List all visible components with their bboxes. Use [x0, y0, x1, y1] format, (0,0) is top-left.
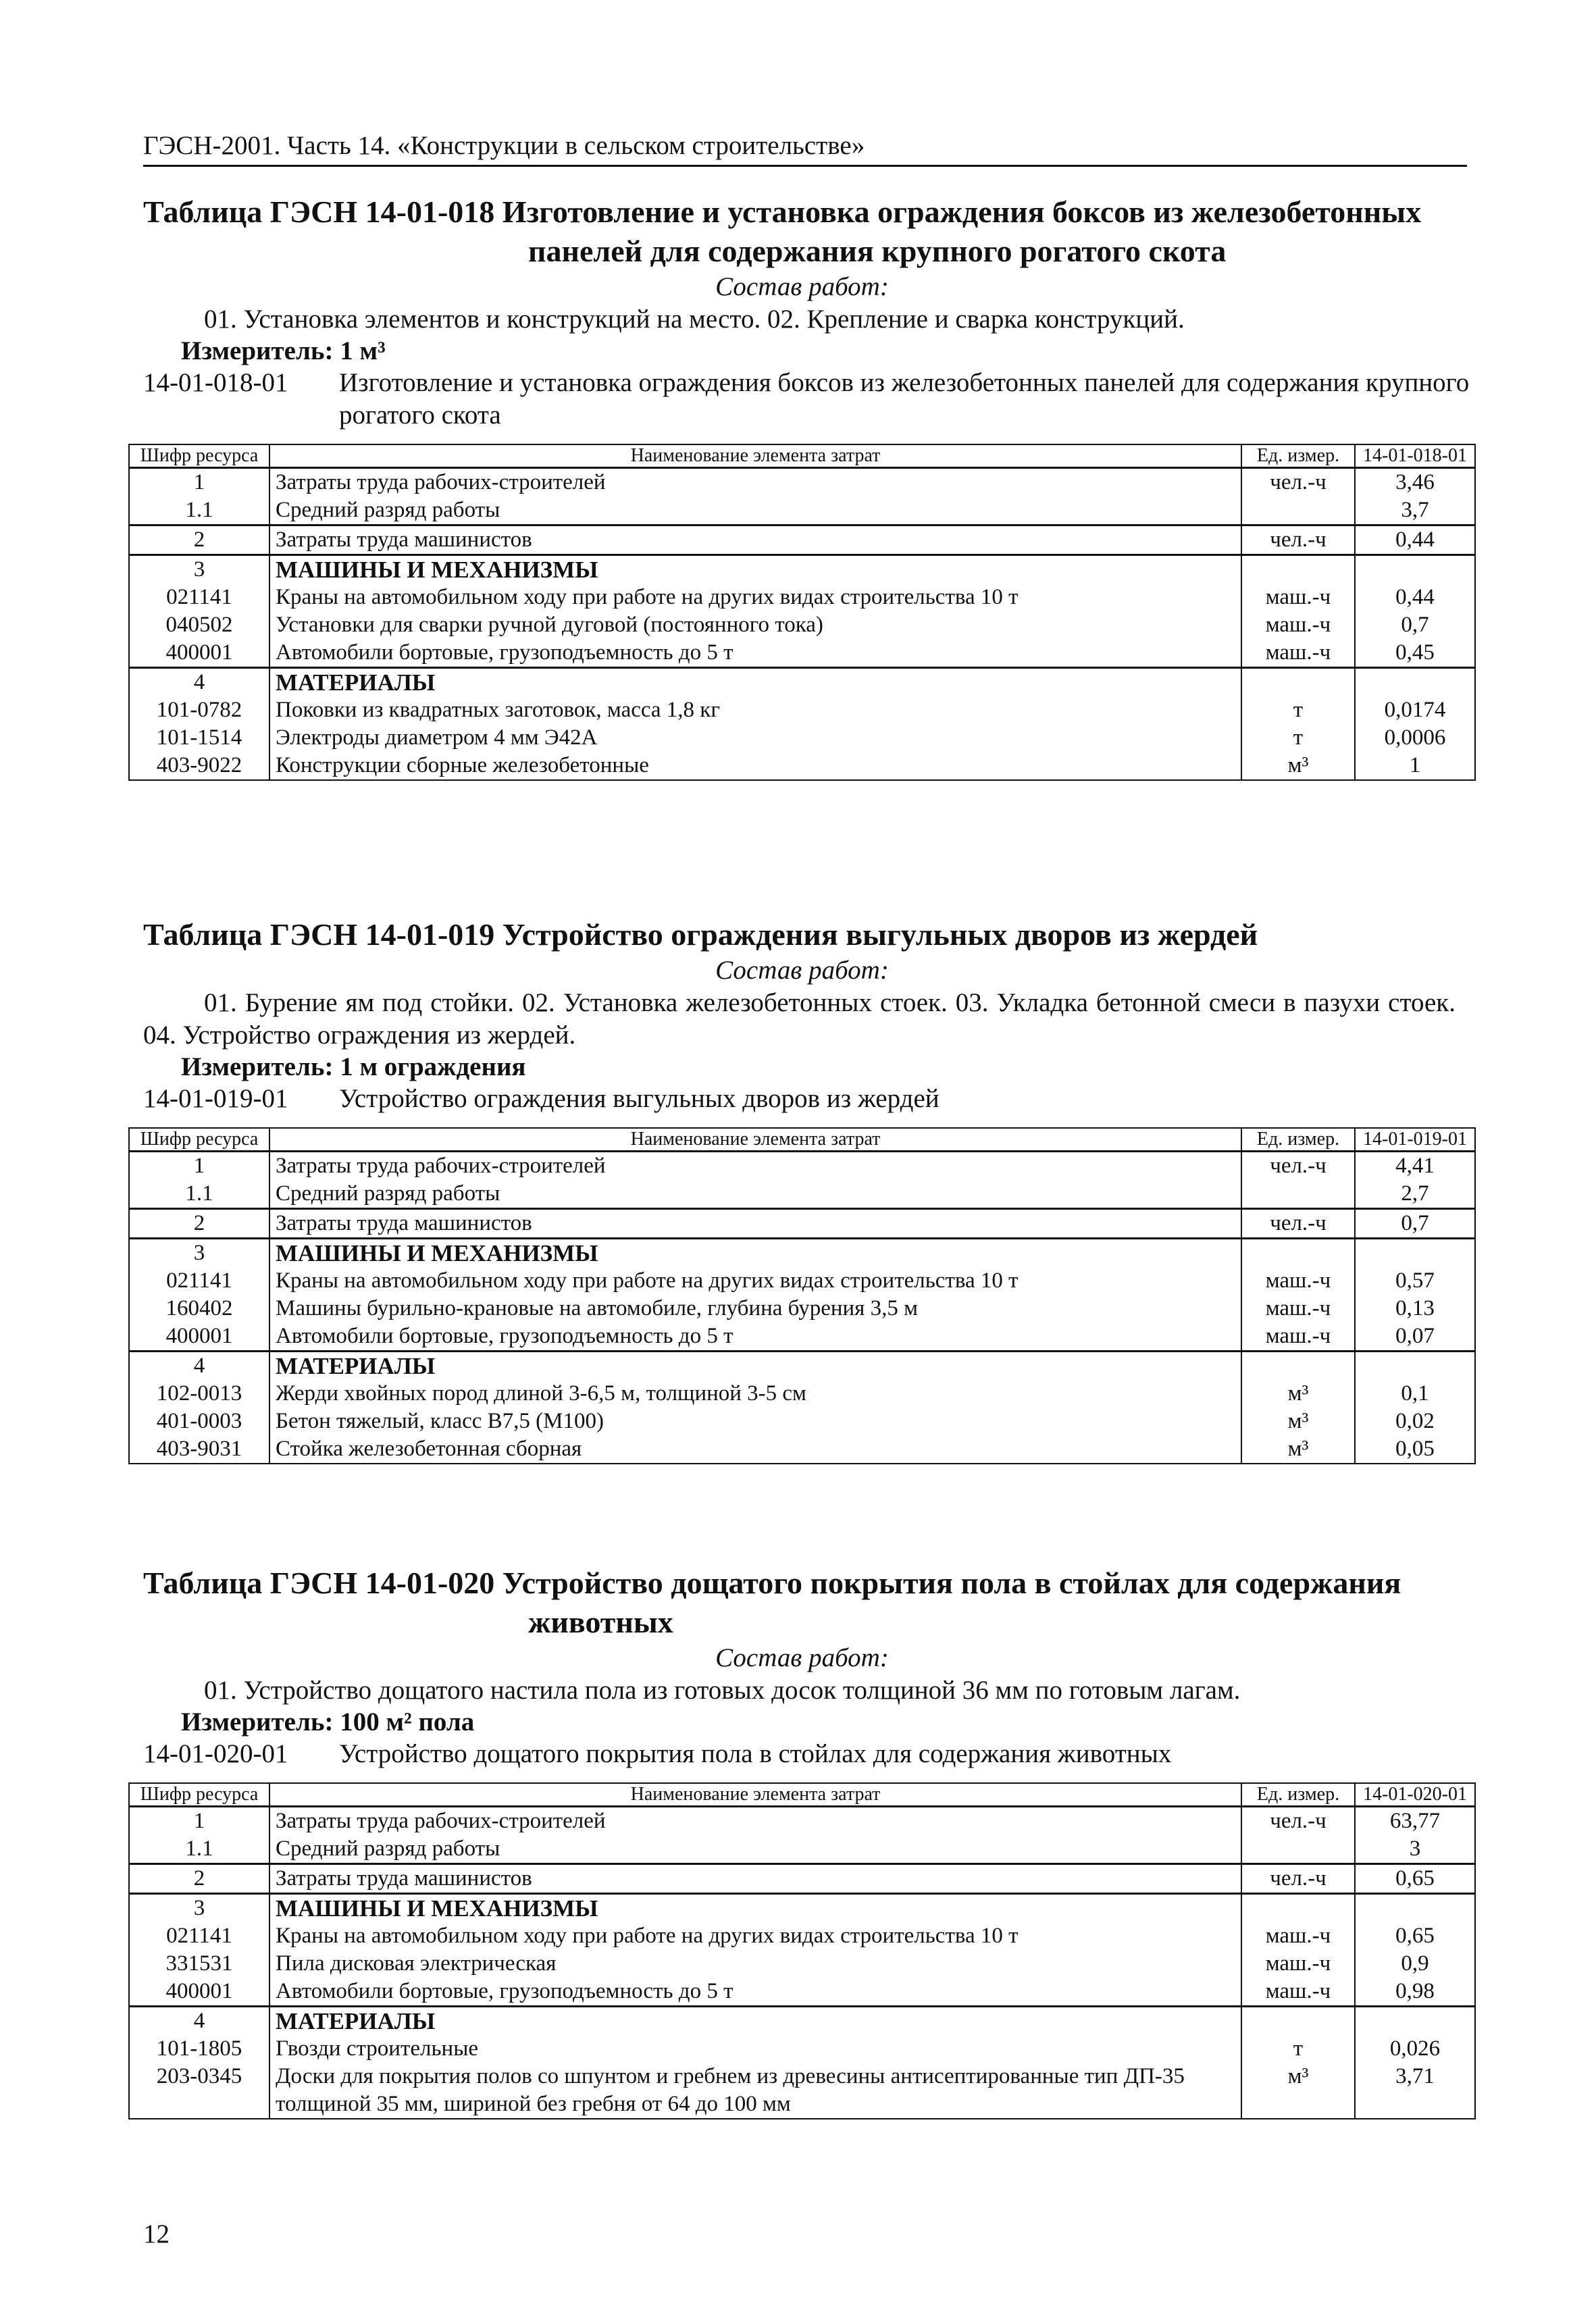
- col-header-unit: Ед. измер.: [1241, 1783, 1355, 1807]
- col-header-name: Наименование элемента затрат: [269, 444, 1241, 468]
- resource-name: Пила дисковая электрическая: [269, 1950, 1241, 1978]
- resource-value: 0,026: [1355, 2035, 1475, 2063]
- table-row: [129, 752, 1475, 780]
- table-row: [129, 525, 1475, 555]
- col-header-code: Шифр ресурса: [129, 1783, 269, 1807]
- resource-unit: [1241, 2007, 1355, 2036]
- resource-code: 1: [129, 1807, 269, 1836]
- resource-unit: [1241, 1835, 1355, 1864]
- resource-unit: маш.-ч: [1241, 1922, 1355, 1950]
- resource-unit: м³: [1241, 752, 1355, 780]
- resource-code: 3: [129, 1239, 269, 1268]
- resource-code: 4: [129, 668, 269, 697]
- col-header-norm: 14-01-019-01: [1355, 1128, 1475, 1152]
- table-row: [129, 639, 1475, 668]
- resource-unit: чел.-ч: [1241, 525, 1355, 555]
- resource-unit: м³: [1241, 1408, 1355, 1435]
- resource-name: Доски для покрытия полов со шпунтом и гребнем из древесины антисептированные тип ДП-35 толщиной 35 мм, шириной без гребня от 64 до 100 мм: [269, 2063, 1241, 2119]
- norm-section-14-01-018: [128, 192, 1476, 781]
- resource-code: 1.1: [129, 1180, 269, 1209]
- resource-value: 0,45: [1355, 639, 1475, 668]
- resource-unit: т: [1241, 2035, 1355, 2063]
- resource-name: Средний разряд работы: [269, 1180, 1241, 1209]
- resource-unit: маш.-ч: [1241, 1267, 1355, 1295]
- resource-name: Затраты труда машинистов: [269, 1864, 1241, 1894]
- table-row: [129, 1435, 1475, 1464]
- table-row: [129, 1209, 1475, 1239]
- resource-value: 0,9: [1355, 1950, 1475, 1978]
- table-row: [129, 1835, 1475, 1864]
- resource-value: [1355, 1894, 1475, 1923]
- resource-unit: м³: [1241, 1435, 1355, 1464]
- col-header-unit: Ед. измер.: [1241, 1128, 1355, 1152]
- resource-code: 4: [129, 1352, 269, 1381]
- resource-code: 400001: [129, 1322, 269, 1352]
- section-header-row: [129, 1239, 1475, 1268]
- table-row: [129, 1864, 1475, 1894]
- resource-name: Конструкции сборные железобетонные: [269, 752, 1241, 780]
- resource-unit: чел.-ч: [1241, 468, 1355, 497]
- resource-unit: [1241, 1180, 1355, 1209]
- table-row: [129, 2063, 1475, 2119]
- resource-value: 0,7: [1355, 611, 1475, 639]
- table-row: [129, 1807, 1475, 1836]
- resource-code: 102-0013: [129, 1380, 269, 1408]
- table-row: [129, 696, 1475, 724]
- resource-unit: маш.-ч: [1241, 1950, 1355, 1978]
- section-header-row: [129, 668, 1475, 697]
- table-row: [129, 1380, 1475, 1408]
- resource-value: 63,77: [1355, 1807, 1475, 1836]
- resource-value: 3,7: [1355, 496, 1475, 525]
- resource-code: 203-0345: [129, 2063, 269, 2119]
- resource-value: 0,07: [1355, 1322, 1475, 1352]
- resource-unit: чел.-ч: [1241, 1209, 1355, 1239]
- col-header-name: Наименование элемента затрат: [269, 1783, 1241, 1807]
- resource-value: 0,44: [1355, 525, 1475, 555]
- resource-value: 1: [1355, 752, 1475, 780]
- resource-code: 2: [129, 525, 269, 555]
- resource-code: 1: [129, 468, 269, 497]
- section-header-row: [129, 1352, 1475, 1381]
- col-header-name: Наименование элемента затрат: [269, 1128, 1241, 1152]
- table-row: [129, 1922, 1475, 1950]
- norm-section-14-01-020: [128, 1564, 1476, 2119]
- resource-code: 101-1805: [129, 2035, 269, 2063]
- page-number: 12: [143, 2219, 170, 2248]
- resource-unit: маш.-ч: [1241, 1322, 1355, 1352]
- resource-unit: маш.-ч: [1241, 1978, 1355, 2007]
- page-header: ГЭСН-2001. Часть 14. «Конструкции в сельском строительстве»: [143, 130, 1467, 167]
- resource-unit: маш.-ч: [1241, 611, 1355, 639]
- resource-value: 4,41: [1355, 1152, 1475, 1181]
- norm-description: Устройство дощатого покрытия пола в стойлах для содержания животных: [339, 1739, 1172, 1768]
- resource-name: Бетон тяжелый, класс В7,5 (М100): [269, 1408, 1241, 1435]
- resource-name: Автомобили бортовые, грузоподъемность до 5 т: [269, 639, 1241, 668]
- resource-code: 1: [129, 1152, 269, 1181]
- resource-unit: чел.-ч: [1241, 1864, 1355, 1894]
- table-row: [129, 496, 1475, 525]
- table-row: [129, 724, 1475, 752]
- resource-code: 401-0003: [129, 1408, 269, 1435]
- norm-section-14-01-019: [128, 915, 1476, 1464]
- resource-code: 2: [129, 1864, 269, 1894]
- resource-unit: м³: [1241, 2063, 1355, 2119]
- resource-name: Гвозди строительные: [269, 2035, 1241, 2063]
- resource-table: [128, 1127, 1476, 1464]
- resource-name: Затраты труда рабочих-строителей: [269, 1152, 1241, 1181]
- resource-unit: [1241, 496, 1355, 525]
- measure-unit: Измеритель: 100 м² пола: [181, 1707, 475, 1737]
- resource-code: 021141: [129, 1267, 269, 1295]
- resource-value: 3,71: [1355, 2063, 1475, 2119]
- resource-value: 0,7: [1355, 1209, 1475, 1239]
- resource-code: 403-9031: [129, 1435, 269, 1464]
- resource-name: Автомобили бортовые, грузоподъемность до 5 т: [269, 1978, 1241, 2007]
- table-row: [129, 468, 1475, 497]
- col-header-code: Шифр ресурса: [129, 1128, 269, 1152]
- resource-code: 021141: [129, 584, 269, 611]
- resource-name: Жерди хвойных пород длиной 3-6,5 м, толщиной 3-5 см: [269, 1380, 1241, 1408]
- resource-name: МАТЕРИАЛЫ: [269, 1352, 1241, 1381]
- table-row: [129, 584, 1475, 611]
- section-header-row: [129, 555, 1475, 584]
- resource-value: 0,57: [1355, 1267, 1475, 1295]
- resource-name: Затраты труда машинистов: [269, 1209, 1241, 1239]
- resource-unit: [1241, 668, 1355, 697]
- resource-value: 3,46: [1355, 468, 1475, 497]
- resource-value: 0,44: [1355, 584, 1475, 611]
- resource-unit: маш.-ч: [1241, 1295, 1355, 1322]
- col-header-unit: Ед. измер.: [1241, 444, 1355, 468]
- norm-description: Изготовление и установка ограждения боксов из железобетонных панелей для содержания крупного рогатого скота: [339, 368, 1470, 430]
- resource-code: 3: [129, 555, 269, 584]
- resource-value: 0,1: [1355, 1380, 1475, 1408]
- resource-table: [128, 1782, 1476, 2119]
- norm-code: 14-01-018-01: [143, 368, 288, 397]
- col-header-norm: 14-01-020-01: [1355, 1783, 1475, 1807]
- resource-unit: т: [1241, 724, 1355, 752]
- resource-table: [128, 444, 1476, 781]
- work-composition-label: Состав работ:: [715, 1643, 889, 1672]
- resource-value: [1355, 1239, 1475, 1268]
- resource-name: Электроды диаметром 4 мм Э42А: [269, 724, 1241, 752]
- resource-name: Установки для сварки ручной дуговой (постоянного тока): [269, 611, 1241, 639]
- table-title: Таблица ГЭСН 14-01-020 Устройство дощатого покрытия пола в стойлах для содержания животных: [143, 1566, 1401, 1639]
- resource-unit: т: [1241, 696, 1355, 724]
- resource-value: [1355, 555, 1475, 584]
- resource-name: Краны на автомобильном ходу при работе на других видах строительства 10 т: [269, 584, 1241, 611]
- resource-code: 403-9022: [129, 752, 269, 780]
- resource-name: Автомобили бортовые, грузоподъемность до 5 т: [269, 1322, 1241, 1352]
- work-composition-label: Состав работ:: [715, 272, 889, 301]
- resource-unit: [1241, 1894, 1355, 1923]
- resource-code: 021141: [129, 1922, 269, 1950]
- norm-description: Устройство ограждения выгульных дворов из жердей: [339, 1084, 939, 1113]
- resource-name: Краны на автомобильном ходу при работе на других видах строительства 10 т: [269, 1267, 1241, 1295]
- table-row: [129, 611, 1475, 639]
- norm-code: 14-01-019-01: [143, 1084, 288, 1113]
- section-header-row: [129, 1894, 1475, 1923]
- table-title: Таблица ГЭСН 14-01-019 Устройство ограждения выгульных дворов из жердей: [143, 917, 1258, 952]
- norm-code-row: [128, 1083, 1476, 1115]
- resource-unit: [1241, 1239, 1355, 1268]
- resource-name: МАШИНЫ И МЕХАНИЗМЫ: [269, 1239, 1241, 1268]
- resource-code: 1.1: [129, 496, 269, 525]
- resource-code: 101-1514: [129, 724, 269, 752]
- table-row: [129, 1408, 1475, 1435]
- norm-code-row: [128, 367, 1476, 432]
- resource-value: [1355, 2007, 1475, 2036]
- resource-name: Средний разряд работы: [269, 496, 1241, 525]
- table-row: [129, 1267, 1475, 1295]
- resource-unit: маш.-ч: [1241, 639, 1355, 668]
- resource-name: Средний разряд работы: [269, 1835, 1241, 1864]
- resource-unit: [1241, 1352, 1355, 1381]
- work-composition-text: 01. Бурение ям под стойки. 02. Установка железобетонных стоек. 03. Укладка бетонной смеси в пазухи стоек. 04. Устройство ограждения из жердей.: [143, 988, 1456, 1050]
- resource-name: Краны на автомобильном ходу при работе на других видах строительства 10 т: [269, 1922, 1241, 1950]
- resource-value: 2,7: [1355, 1180, 1475, 1209]
- table-title: Таблица ГЭСН 14-01-018 Изготовление и установка ограждения боксов из железобетонных панелей для содержания крупного рогатого скота: [143, 195, 1422, 268]
- measure-unit: Измеритель: 1 м ограждения: [181, 1052, 526, 1081]
- resource-code: 400001: [129, 1978, 269, 2007]
- resource-name: Машины бурильно-крановые на автомобиле, глубина бурения 3,5 м: [269, 1295, 1241, 1322]
- resource-code: 160402: [129, 1295, 269, 1322]
- work-composition-text: 01. Устройство дощатого настила пола из готовых досок толщиной 36 мм по готовым лагам.: [204, 1676, 1241, 1705]
- resource-name: Затраты труда машинистов: [269, 525, 1241, 555]
- resource-name: МАШИНЫ И МЕХАНИЗМЫ: [269, 1894, 1241, 1923]
- table-row: [129, 1950, 1475, 1978]
- resource-value: 0,13: [1355, 1295, 1475, 1322]
- resource-code: 101-0782: [129, 696, 269, 724]
- resource-name: МАТЕРИАЛЫ: [269, 2007, 1241, 2036]
- resource-value: [1355, 1352, 1475, 1381]
- resource-value: [1355, 668, 1475, 697]
- resource-value: 3: [1355, 1835, 1475, 1864]
- work-composition-text: 01. Установка элементов и конструкций на место. 02. Крепление и сварка конструкций.: [204, 305, 1185, 334]
- resource-name: Поковки из квадратных заготовок, масса 1,8 кг: [269, 696, 1241, 724]
- resource-code: 331531: [129, 1950, 269, 1978]
- table-row: [129, 1295, 1475, 1322]
- resource-name: Затраты труда рабочих-строителей: [269, 1807, 1241, 1836]
- resource-name: МАТЕРИАЛЫ: [269, 668, 1241, 697]
- resource-value: 0,05: [1355, 1435, 1475, 1464]
- resource-name: Затраты труда рабочих-строителей: [269, 468, 1241, 497]
- resource-value: 0,02: [1355, 1408, 1475, 1435]
- resource-code: 400001: [129, 639, 269, 668]
- resource-value: 0,0006: [1355, 724, 1475, 752]
- resource-unit: [1241, 555, 1355, 584]
- resource-value: 0,65: [1355, 1922, 1475, 1950]
- resource-unit: маш.-ч: [1241, 584, 1355, 611]
- resource-code: 1.1: [129, 1835, 269, 1864]
- resource-code: 040502: [129, 611, 269, 639]
- resource-code: 3: [129, 1894, 269, 1923]
- resource-code: 2: [129, 1209, 269, 1239]
- col-header-code: Шифр ресурса: [129, 444, 269, 468]
- norm-code: 14-01-020-01: [143, 1739, 288, 1768]
- resource-value: 0,98: [1355, 1978, 1475, 2007]
- resource-unit: чел.-ч: [1241, 1152, 1355, 1181]
- table-row: [129, 1180, 1475, 1209]
- norm-code-row: [128, 1738, 1476, 1770]
- resource-unit: чел.-ч: [1241, 1807, 1355, 1836]
- table-row: [129, 1978, 1475, 2007]
- resource-value: 0,65: [1355, 1864, 1475, 1894]
- resource-name: Стойка железобетонная сборная: [269, 1435, 1241, 1464]
- table-row: [129, 1322, 1475, 1352]
- work-composition-label: Состав работ:: [715, 956, 889, 985]
- resource-value: 0,0174: [1355, 696, 1475, 724]
- resource-name: МАШИНЫ И МЕХАНИЗМЫ: [269, 555, 1241, 584]
- table-row: [129, 2035, 1475, 2063]
- measure-unit: Измеритель: 1 м³: [181, 336, 386, 365]
- section-header-row: [129, 2007, 1475, 2036]
- resource-code: 4: [129, 2007, 269, 2036]
- resource-unit: м³: [1241, 1380, 1355, 1408]
- table-row: [129, 1152, 1475, 1181]
- col-header-norm: 14-01-018-01: [1355, 444, 1475, 468]
